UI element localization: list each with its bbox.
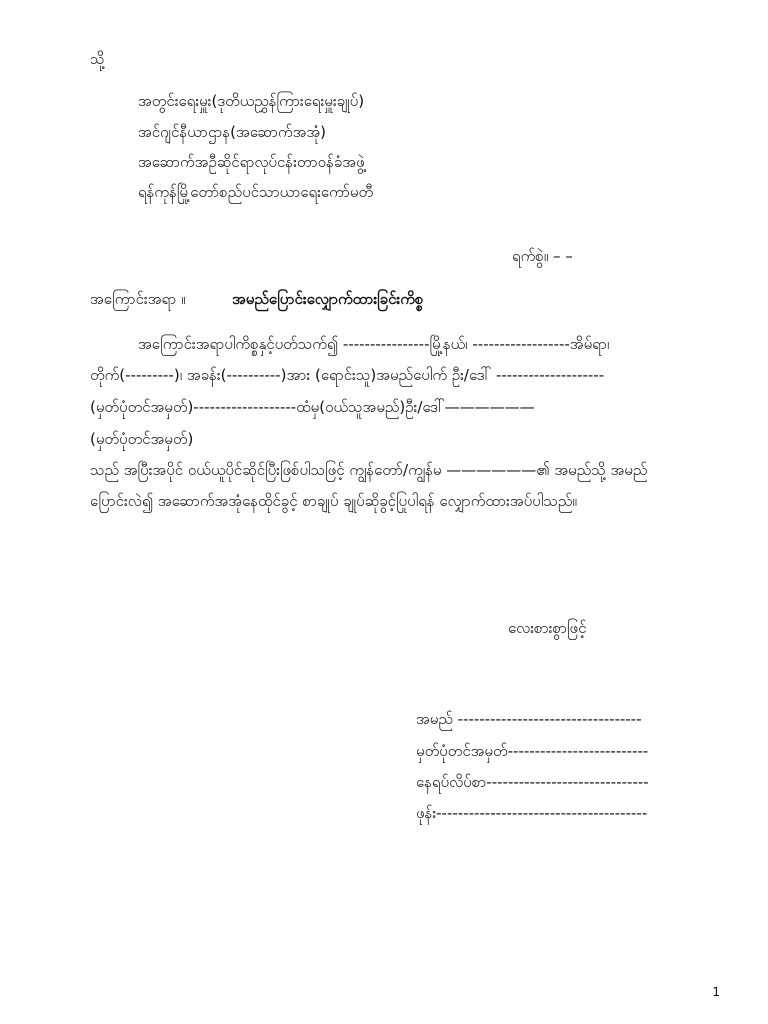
- body-line-4: (မှတ်ပုံတင်အမှတ်): [90, 430, 194, 448]
- body-line-6: ပြောင်းလဲ၍ အဆောက်အအုံနေထိုင်ခွင့် စာချုပ် ချုပ်ဆိုခွင့်ပြုပါရန် လျှောက်ထားအပ်ပါသည်။: [90, 492, 577, 510]
- body-line-1: အကြောင်းအရာပါကိစ္စနှင့်ပတ်သက်၍ ----------------မြို့နယ်၊ ------------------အိမ်ရာ၊: [138, 335, 610, 353]
- recipient-line-4: ရန်ကုန်မြို့တော်စည်ပင်သာယာရေးကော်မတီ: [138, 183, 374, 201]
- recipient-line-2: အင်ဂျင်နီယာဌာန(အဆောက်အအုံ): [138, 123, 327, 141]
- recipient-line-1: အတွင်းရေးမှူး(ဒုတိယညွှန်ကြားရေးမှူးချုပ်): [138, 92, 365, 110]
- signature-nrc-field: မှတ်ပုံတင်အမှတ်--------------------------: [416, 742, 649, 760]
- recipient-line-3: အဆောက်အဦဆိုင်ရာလုပ်ငန်းတာဝန်ခံအဖွဲ့: [138, 153, 365, 171]
- date-line: ရက်စွဲ။ – –: [512, 247, 573, 265]
- body-line-3: (မှတ်ပုံတင်အမှတ်)-------------------ထံမှ(ဝယ်သူအမည်)ဦး/ဒေါ်——————: [90, 398, 535, 416]
- body-line-2: တိုက်(---------)၊ အခန်း(----------)အား (ရောင်းသူ)အမည်ပေါက် ဦး/ဒေါ် --------------------: [90, 366, 605, 384]
- subject-label: အကြောင်းအရာ ။: [90, 290, 186, 308]
- page-number: 1: [712, 985, 720, 999]
- closing-text: လေးစားစွာဖြင့်: [508, 619, 587, 637]
- subject-text: အမည်ပြောင်းလျှောက်ထားခြင်းကိစ္စ: [232, 290, 424, 308]
- to-label: သို့: [90, 50, 105, 68]
- signature-address-field: နေရပ်လိပ်စာ------------------------------: [416, 773, 649, 791]
- signature-name-field: အမည် ----------------------------------: [416, 710, 642, 728]
- signature-phone-field: ဖုန်း---------------------------------------: [416, 804, 648, 822]
- body-line-5: သည် အပြီးအပိုင် ဝယ်ယူပိုင်ဆိုင်ပြီးဖြစ်ပါသဖြင့် ကျွန်တော်/ကျွန်မ ——————၏ အမည်သို့ အမည်: [90, 461, 648, 479]
